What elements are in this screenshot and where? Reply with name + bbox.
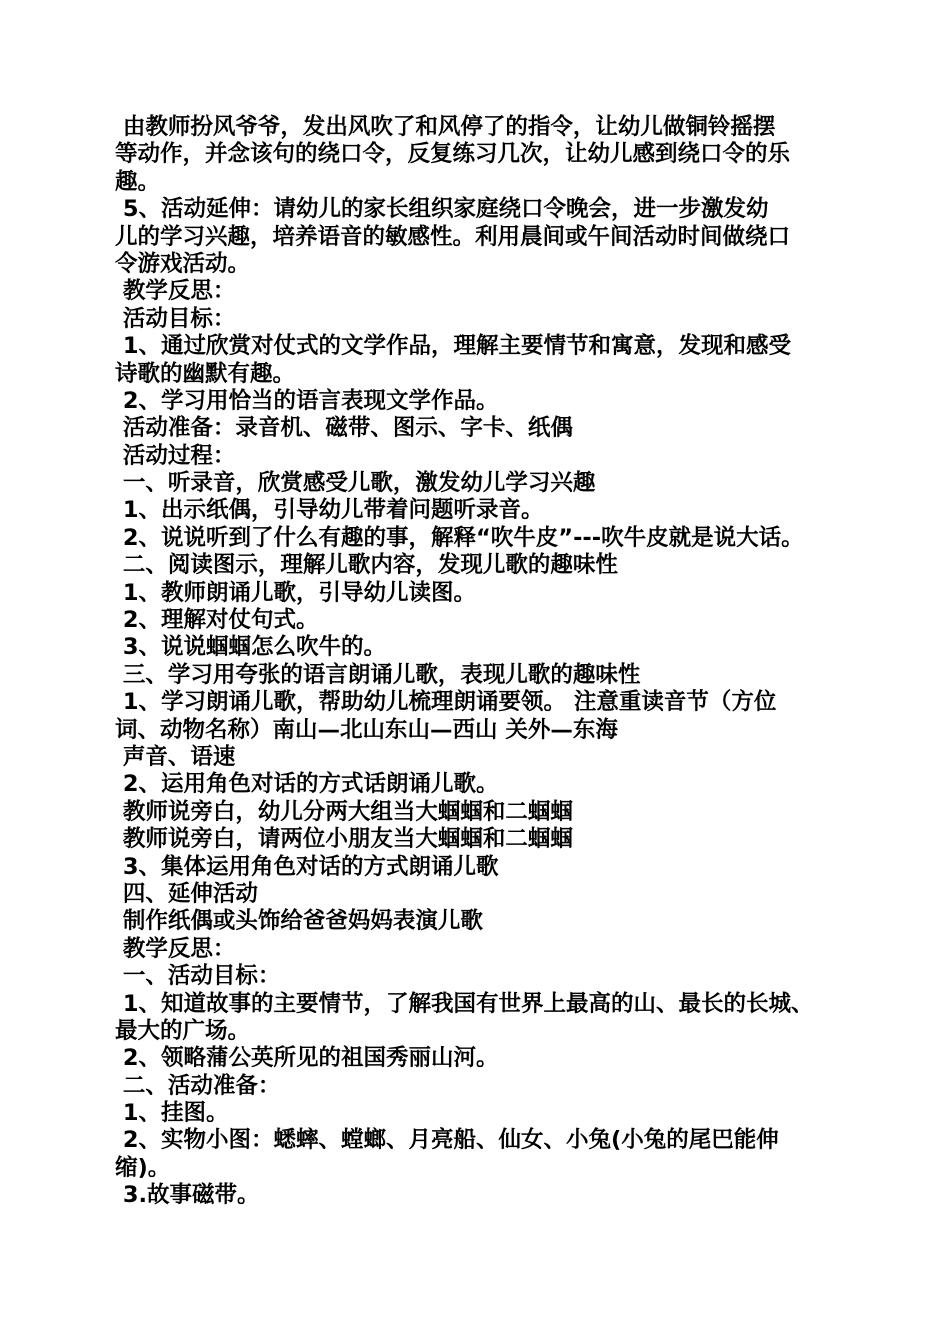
text-line: 5、活动延伸：请幼儿的家长组织家庭绕口令晚会，进一步激发幼 xyxy=(115,196,769,223)
text-line: 2、实物小图：蟋蟀、螳螂、月亮船、仙女、小兔(小兔的尾巴能伸 xyxy=(115,1127,779,1154)
text-line: 缩)。 xyxy=(115,1154,171,1181)
text-line: 趣。 xyxy=(115,168,161,195)
text-line: 儿的学习兴趣，培养语音的敏感性。利用晨间或午间活动时间做绕口 xyxy=(115,223,791,250)
text-line: 2、领略蒲公英所见的祖国秀丽山河。 xyxy=(115,1045,499,1072)
section-heading: 活动过程： xyxy=(115,442,236,469)
text-line: 1、知道故事的主要情节，了解我国有世界上最高的山、最长的长城、 xyxy=(115,990,814,1017)
text-line: 2、学习用恰当的语言表现文学作品。 xyxy=(115,387,499,414)
text-line: 制作纸偶或头饰给爸爸妈妈表演儿歌 xyxy=(115,908,483,935)
section-heading: 教学反思： xyxy=(115,278,236,305)
text-line: 令游戏活动。 xyxy=(115,250,251,277)
section-heading: 教学反思： xyxy=(115,935,236,962)
section-heading: 二、活动准备： xyxy=(115,1072,281,1099)
section-heading: 一、活动目标： xyxy=(115,963,281,990)
text-line: 1、教师朗诵儿歌，引导幼儿读图。 xyxy=(115,579,476,606)
text-line: 教师说旁白，幼儿分两大组当大蝈蝈和二蝈蝈 xyxy=(115,798,573,825)
text-line: 2、说说听到了什么有趣的事，解释“吹牛皮”---吹牛皮就是说大话。 xyxy=(115,524,804,551)
text-line: 词、动物名称）南山—北山东山—西山 关外—东海 xyxy=(115,716,618,743)
text-line: 2、运用角色对话的方式话朗诵儿歌。 xyxy=(115,771,499,798)
text-line: 声音、语速 xyxy=(115,743,236,770)
text-line: 1、出示纸偶，引导幼儿带着问题听录音。 xyxy=(115,497,544,524)
section-heading: 活动目标： xyxy=(115,305,236,332)
text-line: 1、挂图。 xyxy=(115,1100,229,1127)
text-line: 最大的广场。 xyxy=(115,1017,251,1044)
text-line: 由教师扮风爷爷，发出风吹了和风停了的指令，让幼儿做铜铃摇摆 xyxy=(115,114,776,140)
document-body xyxy=(115,114,845,1210)
text-line: 1、学习朗诵儿歌，帮助幼儿梳理朗诵要领。 注意重读音节（方位 xyxy=(115,689,777,716)
text-line: 2、理解对仗句式。 xyxy=(115,607,319,634)
text-line: 等动作，并念该句的绕口令，反复练习几次，让幼儿感到绕口令的乐 xyxy=(115,141,791,168)
section-heading: 三、学习用夸张的语言朗诵儿歌，表现儿歌的趣味性 xyxy=(115,661,641,688)
text-line: 教师说旁白，请两位小朋友当大蝈蝈和二蝈蝈 xyxy=(115,826,573,853)
section-heading: 一、听录音，欣赏感受儿歌，激发幼儿学习兴趣 xyxy=(115,470,596,497)
section-heading: 二、阅读图示，理解儿歌内容，发现儿歌的趣味性 xyxy=(115,552,618,579)
text-line: 3、集体运用角色对话的方式朗诵儿歌 xyxy=(115,853,499,880)
text-line: 3、说说蝈蝈怎么吹牛的。 xyxy=(115,634,386,661)
text-line: 活动准备：录音机、磁带、图示、字卡、纸偶 xyxy=(115,415,573,442)
section-heading: 四、延伸活动 xyxy=(115,880,258,907)
text-line: 1、通过欣赏对仗式的文学作品，理解主要情节和寓意，发现和感受 xyxy=(115,333,791,360)
text-line: 诗歌的幽默有趣。 xyxy=(115,360,296,387)
text-line: 3.故事磁带。 xyxy=(115,1182,260,1209)
